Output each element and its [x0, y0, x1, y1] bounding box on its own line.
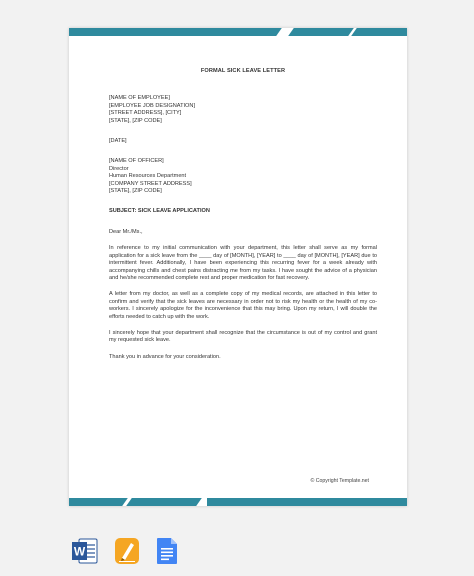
sender-line: [NAME OF EMPLOYEE] — [109, 95, 170, 102]
letter-date: [DATE] — [109, 138, 127, 145]
google-docs-icon[interactable] — [156, 537, 178, 565]
body-paragraph: A letter from my doctor, as well as a complete copy of my medical records, are attached in this letter to confirm and verify that the sick leaves are necessary in order not to risk my health or the health of my co-workers. I sincerely apologize for the inconvenience that this may bring. Upon my return, I will double the efforts needed to catch up with the work. — [109, 291, 377, 320]
top-accent-bar — [69, 28, 285, 36]
recipient-line: [NAME OF OFFICER] — [109, 158, 164, 165]
recipient-line: [COMPANY STREET ADDRESS] — [109, 180, 192, 187]
body-paragraph: I sincerely hope that your department shall recognize that the circumstance is out of my control and grant my requested sick leave. — [109, 329, 377, 344]
sender-address — [109, 95, 377, 125]
word-icon-letter: W — [73, 544, 86, 559]
letter-page — [69, 28, 407, 506]
sender-line: [STREET ADDRESS], [CITY] — [109, 110, 182, 117]
letter-subject: SUBJECT: SICK LEAVE APPLICATION — [109, 208, 210, 215]
top-accent-stripe — [288, 28, 354, 36]
recipient-line: [STATE], [ZIP CODE] — [109, 188, 162, 195]
copyright-text: © Copyright Template.net — [310, 478, 369, 484]
letter-title: FORMAL SICK LEAVE LETTER — [200, 68, 286, 74]
bottom-accent-stripe — [69, 498, 128, 506]
salutation: Dear Mr./Ms., — [109, 228, 143, 235]
bottom-accent-bar — [207, 498, 407, 506]
sender-line: [EMPLOYEE JOB DESIGNATION] — [109, 102, 195, 109]
top-accent-stripe-2 — [351, 28, 407, 36]
bottom-accent-stripe-2 — [126, 498, 202, 506]
pages-icon[interactable] — [114, 537, 140, 565]
letter-content — [109, 68, 377, 370]
sender-line: [STATE], [ZIP CODE] — [109, 117, 162, 124]
body-paragraph: In reference to my initial communication with your department, this letter shall serve as my formal application for a sick leave from the ____ day of [MONTH], [YEAR] to ____ day of [MONTH], [YEAR] due to intermittent fever. Additionally, I have been experiencing this recurring fever for a week already with accompanying chills and chest pains distracting me from my tasks. I have sought the advice of a physician and he/she recommended complete rest and proper medication for fast recovery. — [109, 245, 377, 281]
recipient-line: Director — [109, 165, 129, 172]
closing-line: Thank you in advance for your consideration. — [109, 353, 221, 360]
recipient-line: Human Resources Department — [109, 173, 187, 180]
word-icon[interactable] — [72, 537, 98, 565]
recipient-address — [109, 158, 377, 195]
